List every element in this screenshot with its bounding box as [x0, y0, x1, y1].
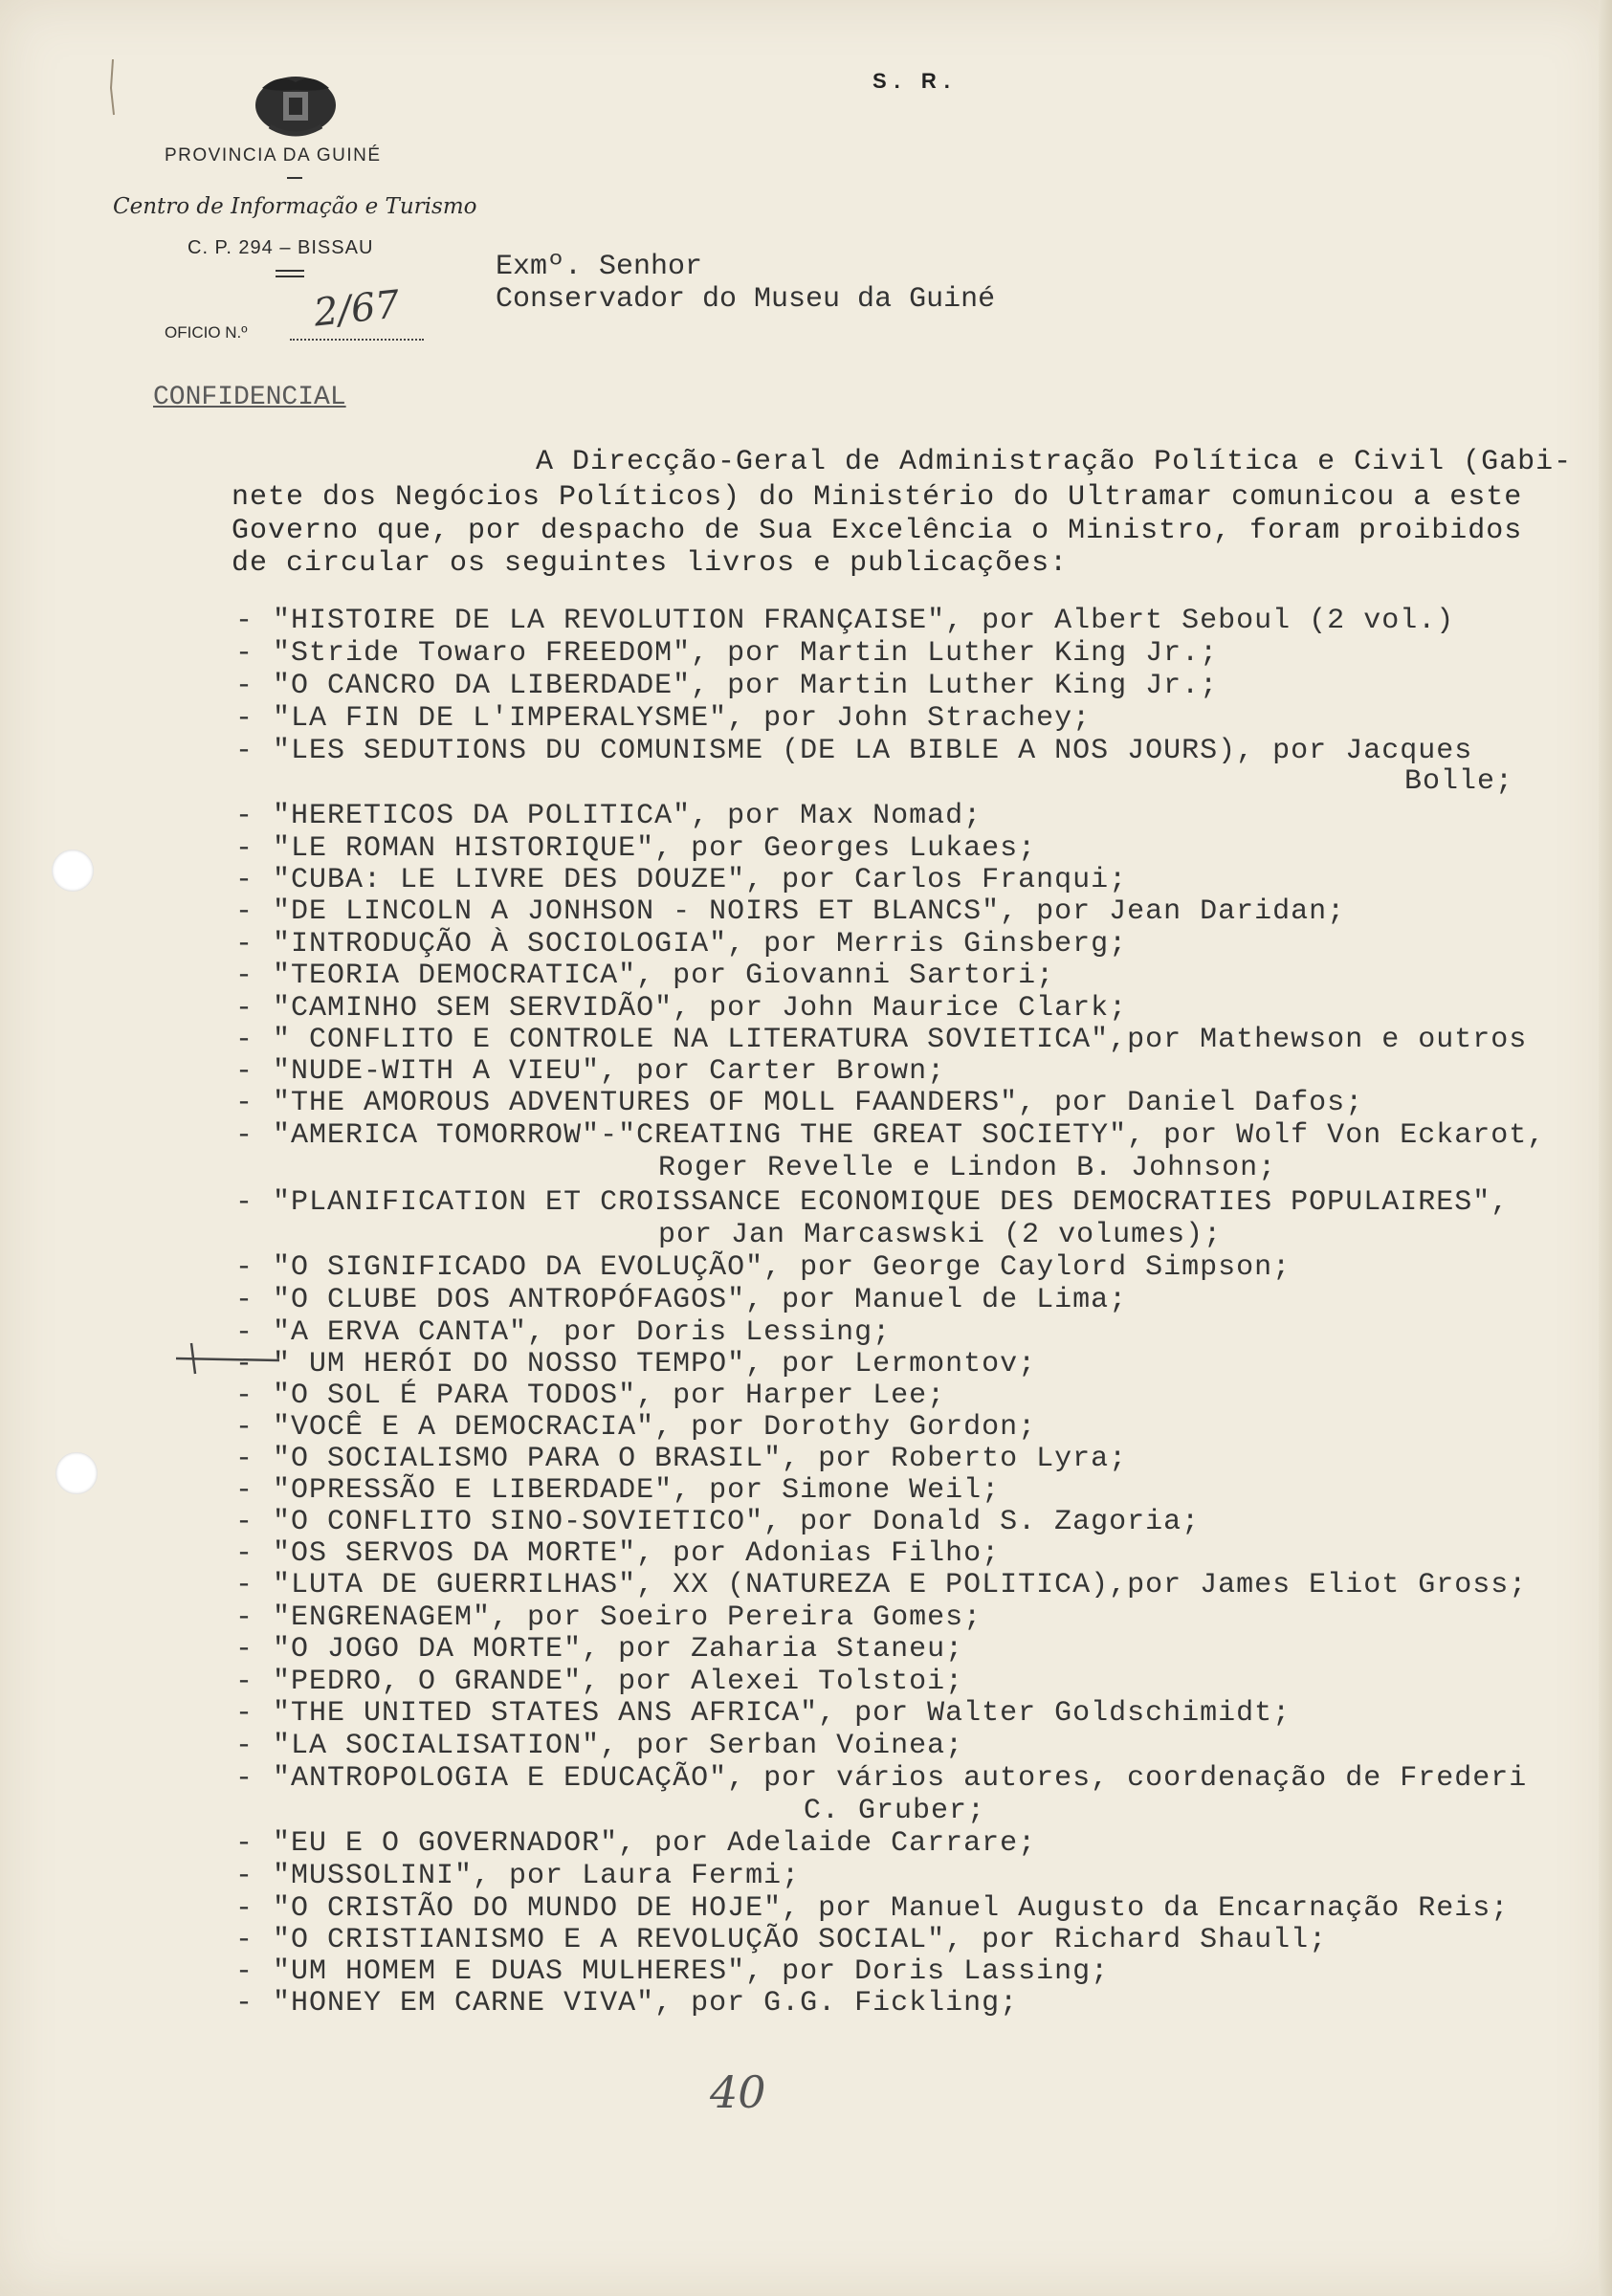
divider — [276, 276, 304, 277]
list-item: - "UM HOMEM E DUAS MULHERES", por Doris Lassing; — [235, 1955, 1110, 1988]
list-item: - "VOCÊ E A DEMOCRACIA", por Dorothy Gordon; — [235, 1411, 1037, 1444]
list-item: - "NUDE-WITH A VIEU", por Carter Brown; — [235, 1055, 946, 1088]
list-item-continuation: Roger Revelle e Lindon B. Johnson; — [658, 1152, 1277, 1184]
list-item: - "PLANIFICATION ET CROISSANCE ECONOMIQUE DES DEMOCRATIES POPULAIRES", — [235, 1186, 1510, 1219]
list-item: - "O CONFLITO SINO-SOVIETICO", por Donald S. Zagoria; — [235, 1506, 1201, 1538]
list-item: - "LES SEDUTIONS DU COMUNISME (DE LA BIBLE A NOS JOURS), por Jacques — [235, 735, 1473, 767]
punch-hole — [55, 1452, 98, 1494]
list-item: - "PEDRO, O GRANDE", por Alexei Tolstoi; — [235, 1666, 964, 1698]
postal-address: C. P. 294 – BISSAU — [188, 237, 374, 258]
list-item: - "HONEY EM CARNE VIVA", por G.G. Fickling; — [235, 1987, 1019, 2020]
recipient-title: Conservador do Museu da Guiné — [496, 283, 996, 316]
list-item: - "TEORIA DEMOCRATICA", por Giovanni Sartori; — [235, 960, 1055, 992]
oficio-label: OFICIO N.º — [165, 323, 248, 342]
list-item: - "O CLUBE DOS ANTROPÓFAGOS", por Manuel de Lima; — [235, 1284, 1128, 1316]
punch-hole — [52, 850, 94, 892]
list-item: - "O SIGNIFICADO DA EVOLUÇÃO", por George Caylord Simpson; — [235, 1251, 1292, 1284]
list-item: - " UM HERÓI DO NOSSO TEMPO", por Lermontov; — [235, 1348, 1037, 1380]
intro-line: Governo que, por despacho de Sua Excelência o Ministro, foram proibidos — [232, 515, 1523, 547]
list-item: - "LA FIN DE L'IMPERALYSME", por John Strachey; — [235, 702, 1092, 735]
intro-line: nete dos Negócios Políticos) do Ministério do Ultramar comunicou a este — [232, 481, 1523, 514]
list-item-continuation: por Jan Marcaswski (2 volumes); — [658, 1219, 1223, 1251]
list-item: - "LE ROMAN HISTORIQUE", por Georges Lukaes; — [235, 832, 1037, 865]
intro-line: A Direcção-Geral de Administração Política e Civil (Gabi- — [536, 446, 1573, 478]
list-item: - "AMERICA TOMORROW"-"CREATING THE GREAT SOCIETY", por Wolf Von Eckarot, — [235, 1119, 1546, 1152]
list-item: - "CUBA: LE LIVRE DES DOUZE", por Carlos Franqui; — [235, 864, 1128, 896]
handwritten-cross-mark — [172, 1337, 287, 1376]
list-item: - "O JOGO DA MORTE", por Zaharia Staneu; — [235, 1633, 964, 1666]
list-item: - "MUSSOLINI", por Laura Fermi; — [235, 1860, 801, 1892]
list-item: - "Stride Towaro FREEDOM", por Martin Luther King Jr.; — [235, 637, 1219, 670]
list-item: - "O SOCIALISMO PARA O BRASIL", por Roberto Lyra; — [235, 1443, 1128, 1475]
list-item: - "ENGRENAGEM", por Soeiro Pereira Gomes; — [235, 1601, 983, 1634]
oficio-number: 2/67 — [311, 282, 402, 336]
list-item: - "O CRISTIANISMO E A REVOLUÇÃO SOCIAL", por Richard Shaull; — [235, 1924, 1328, 1956]
list-item: - "LA SOCIALISATION", por Serban Voinea; — [235, 1730, 964, 1762]
paper-edge — [1599, 0, 1612, 2296]
recipient-salutation: Exmº. Senhor — [496, 251, 703, 283]
confidential-heading: CONFIDENCIAL — [153, 383, 346, 412]
list-item: - "O CRISTÃO DO MUNDO DE HOJE", por Manuel Augusto da Encarnação Reis; — [235, 1892, 1510, 1925]
list-item: - "THE UNITED STATES ANS AFRICA", por Walter Goldschimidt; — [235, 1697, 1292, 1730]
list-item: - "HERETICOS DA POLITICA", por Max Nomad; — [235, 800, 983, 832]
list-item: - "DE LINCOLN A JONHSON - NOIRS ET BLANCS", por Jean Daridan; — [235, 895, 1346, 928]
list-item: - "THE AMOROUS ADVENTURES OF MOLL FAANDERS", por Daniel Dafos; — [235, 1087, 1364, 1119]
centre-name: Centro de Informação e Turismo — [113, 194, 477, 219]
list-item-continuation: Bolle; — [1404, 765, 1514, 798]
oficio-dotted-line — [290, 339, 424, 341]
handwritten-page-number: 40 — [710, 2066, 766, 2118]
divider — [287, 177, 302, 179]
coat-of-arms-emblem — [251, 69, 341, 144]
list-item: - "OPRESSÃO E LIBERDADE", por Simone Weil; — [235, 1474, 1001, 1507]
list-item: - "LUTA DE GUERRILHAS", XX (NATUREZA E POLITICA),por James Eliot Gross; — [235, 1569, 1528, 1601]
list-item: - " CONFLITO E CONTROLE NA LITERATURA SOVIETICA",por Mathewson e outros — [235, 1024, 1528, 1056]
staple-mark — [107, 59, 119, 117]
classification-mark: S. R. — [872, 69, 958, 93]
list-item: - "O SOL É PARA TODOS", por Harper Lee; — [235, 1380, 946, 1412]
intro-line: de circular os seguintes livros e publicações: — [232, 547, 1069, 580]
list-item: - "HISTOIRE DE LA REVOLUTION FRANÇAISE", por Albert Seboul (2 vol.) — [235, 605, 1455, 637]
list-item: - "ANTROPOLOGIA E EDUCAÇÃO", por vários autores, coordenação de Frederi — [235, 1762, 1528, 1795]
list-item: - "INTRODUÇÃO À SOCIOLOGIA", por Merris Ginsberg; — [235, 928, 1128, 960]
province-name: PROVINCIA DA GUINÉ — [165, 145, 382, 166]
divider — [276, 270, 304, 272]
list-item: - "OS SERVOS DA MORTE", por Adonias Filho; — [235, 1537, 1001, 1570]
list-item: - "EU E O GOVERNADOR", por Adelaide Carrare; — [235, 1827, 1037, 1860]
list-item-continuation: C. Gruber; — [804, 1795, 986, 1827]
list-item: - "O CANCRO DA LIBERDADE", por Martin Luther King Jr.; — [235, 670, 1219, 702]
list-item: - "CAMINHO SEM SERVIDÃO", por John Maurice Clark; — [235, 992, 1128, 1025]
list-item: - "A ERVA CANTA", por Doris Lessing; — [235, 1316, 892, 1349]
